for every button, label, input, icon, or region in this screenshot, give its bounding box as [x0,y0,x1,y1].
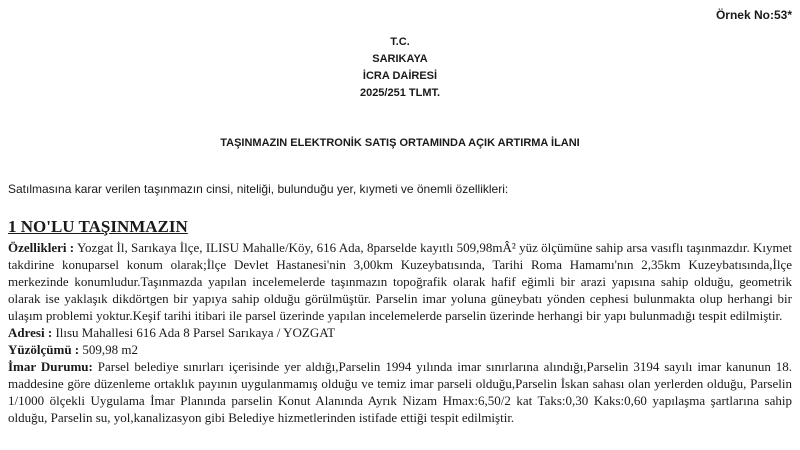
header-line-file-number: 2025/251 TLMT. [359,87,441,99]
header-line-office: İCRA DAİRESİ [362,70,438,82]
features-label: Özellikleri : [8,240,75,255]
area-paragraph [8,341,792,358]
header-line-country: T.C. [390,36,410,48]
features-paragraph [8,239,792,324]
document-header [0,34,800,102]
zoning-text: Parsel belediye sınırları içerisinde yer aldığı,Parselin 1994 yılında imar sınırlarına alındığı,Parselin 3194 sayılı imar kanunun 18. maddesine göre düzenleme ortaklık payının uygulanmamış olduğu ve temiz imar parseli olduğu,Parselin İskan sahası olan yerlerden olduğu, Parselin 1/1000 ölçekli Uygulama İmar Planında parselin Konut Alanında Ayrık Nizam Hmax:6,50/2 kat Taks:0,30 Kaks:0,60 yapılaşma şartlarına sahip olduğu, Parselin su, yol,kanalizasyon gibi Belediye hizmetlerinden istifade ettiği tespit edilmiştir. [8,359,792,425]
header-line-district: SARIKAYA [372,53,428,65]
zoning-label: İmar Durumu: [8,359,93,374]
notice-title: TAŞINMAZIN ELEKTRONİK SATIŞ ORTAMINDA AÇIK ARTIRMA İLANI [220,137,580,149]
address-label: Adresi : [8,325,53,340]
intro-text: Satılmasına karar verilen taşınmazın cinsi, niteliği, bulunduğu yer, kıymeti ve önemli özellikleri: [8,182,509,196]
property-heading: 1 NO'LU TAŞINMAZIN [8,217,188,236]
features-text: Yozgat İl, Sarıkaya İlçe, ILISU Mahalle/Köy, 616 Ada, 8parselde kayıtlı 509,98mÂ² yüz ölçümüne sahip arsa vasıflı taşınmazdır. Kıymet takdirine konuparsel konum olarak;İlçe Devlet Hastanesi'nin 3,00km Kuzeybatısında, Tarihi Roma Hamamı'nın 2,35km Kuzeybatısında,İlçe merkezinde konumludur.Taşınmazda yapılan incelemelerde taşınmazın topoğrafik olarak hafif eğimli bir arazi yapısına sahip olduğu, geometrik olarak ise yaklaşık dikdörtgen bir yapıya sahip olduğu görülmüştür. Parselin imar yoluna güneybatı yönden cephesi bulunmakta olup herhangi bir ulaşım problemi yoktur.Keşif tarihi itibari ile parsel üzerinde yapılan incelemelerde parselin üzerinde herhangi bir yapı bulunmadığı tespit edilmiştir. [8,240,792,323]
sample-number: Örnek No:53* [715,8,792,22]
address-paragraph [8,324,792,341]
zoning-paragraph [8,358,792,426]
property-details [8,239,792,426]
address-text: Ilısu Mahallesi 616 Ada 8 Parsel Sarıkaya / YOZGAT [52,325,336,340]
area-label: Yüzölçümü : [8,342,80,357]
area-text: 509,98 m2 [79,342,139,357]
